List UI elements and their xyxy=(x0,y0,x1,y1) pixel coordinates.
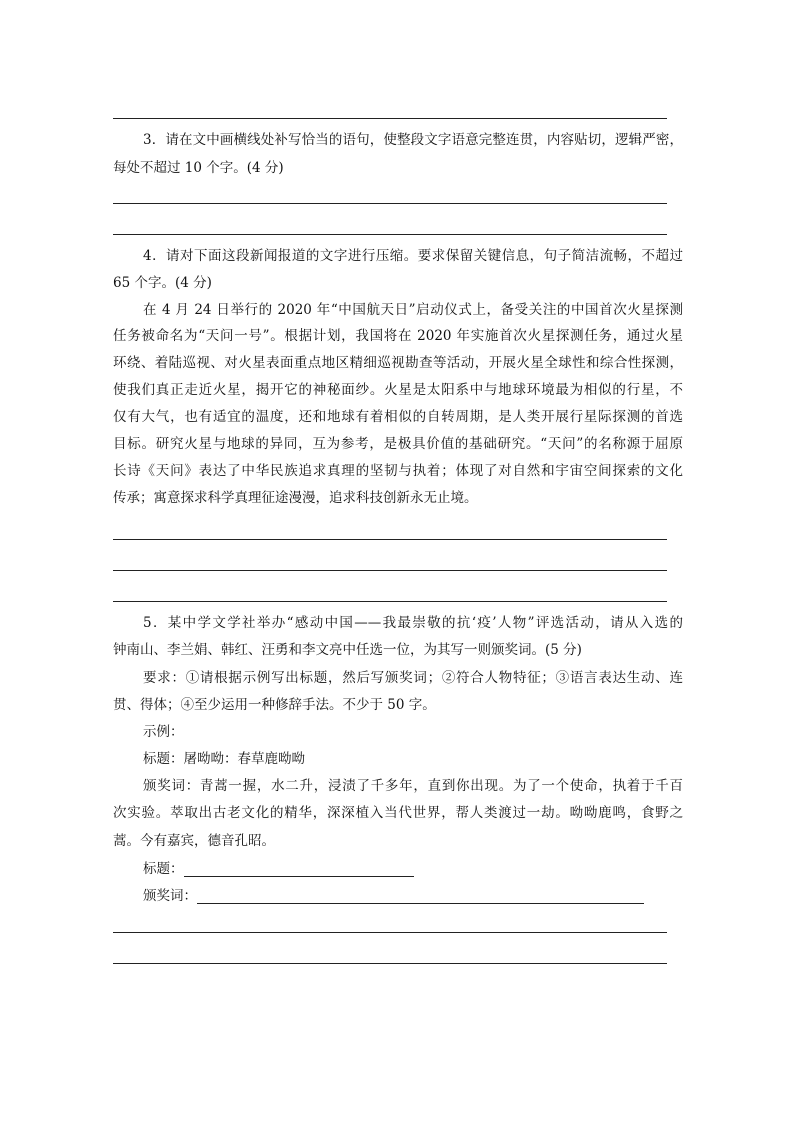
q5-title-blank-row xyxy=(143,857,683,877)
q5-requirements-line2: 贯、得体；④至少运用一种修辞手法。不少于 50 字。 xyxy=(113,697,436,713)
answer-line[interactable] xyxy=(113,570,667,571)
q5-award-line2: 次实验。萃取出古老文化的精华，深深植入当代世界，帮人类渡过一劫。呦呦鹿鸣，食野之 xyxy=(113,805,683,821)
q5-award-line1: 颁奖词：青蒿一握，水二升，浸渍了千多年，直到你出现。为了一个使命，执着于千百 xyxy=(143,778,683,794)
q5-award-blank-label: 颁奖词： xyxy=(143,888,197,904)
answer-line[interactable] xyxy=(113,601,667,602)
q4-prompt-line1: 4．请对下面这段新闻报道的文字进行压缩。要求保留关键信息，句子简洁流畅，不超过 xyxy=(143,248,683,264)
q3-prompt-line2: 每处不超过 10 个字。(4 分) xyxy=(113,160,284,176)
answer-line[interactable] xyxy=(113,118,667,119)
q4-passage-line: 环绕、着陆巡视、对火星表面重点地区精细巡视勘查等活动，开展火星全球性和综合性探测， xyxy=(113,355,683,371)
q4-passage-line: 在 4 月 24 日举行的 2020 年“中国航天日”启动仪式上，备受关注的中国首次火星探测 xyxy=(143,302,683,318)
q5-requirements-line1: 要求：①请根据示例写出标题，然后写颁奖词；②符合人物特征；③语言表达生动、连 xyxy=(143,670,683,686)
answer-line[interactable] xyxy=(113,963,667,964)
q4-passage-line: 任务被命名为“天问一号”。根据计划，我国将在 2020 年实施首次火星探测任务，通过火星 xyxy=(113,328,683,344)
q4-passage-line: 仅有大气，也有适宜的温度，还和地球有着相似的自转周期，是人类开展行星际探测的首选 xyxy=(113,409,683,425)
q5-prompt-line2: 钟南山、李兰娟、韩红、汪勇和李文亮中任选一位，为其写一则颁奖词。(5 分) xyxy=(113,642,582,658)
q5-award-blank-row xyxy=(143,884,683,904)
answer-line[interactable] xyxy=(113,234,667,235)
answer-line[interactable] xyxy=(113,932,667,933)
answer-line[interactable] xyxy=(113,539,667,540)
q4-prompt-line2: 65 个字。(4 分) xyxy=(113,275,212,291)
q5-example-label: 示例： xyxy=(143,724,184,740)
q4-passage-line: 目标。研究火星与地球的异同，互为参考，是极具价值的基础研究。“天问”的名称源于屈原 xyxy=(113,436,683,452)
q3-prompt-line1: 3．请在文中画横线处补写恰当的语句，使整段文字语意完整连贯，内容贴切，逻辑严密， xyxy=(143,132,683,148)
q4-passage-line: 使我们真正走近火星，揭开它的神秘面纱。火星是太阳系中与地球环境最为相似的行星，不 xyxy=(113,382,683,398)
q4-passage-line: 长诗《天问》表达了中华民族追求真理的坚韧与执着；体现了对自然和宇宙空间探索的文化 xyxy=(113,463,683,479)
title-answer-blank[interactable] xyxy=(184,862,414,877)
q4-passage-line: 传承；寓意探求科学真理征途漫漫，追求科技创新永无止境。 xyxy=(113,490,478,506)
answer-line[interactable] xyxy=(113,203,667,204)
q5-award-line3: 蒿。今有嘉宾，德音孔昭。 xyxy=(113,833,275,849)
q5-example-title: 标题：屠呦呦：春草鹿呦呦 xyxy=(143,751,305,767)
q5-prompt-line1: 5．某中学文学社举办“感动中国——我最崇敬的抗‘疫’人物”评选活动，请从入选的 xyxy=(143,615,683,631)
award-answer-blank[interactable] xyxy=(197,889,644,904)
q5-title-blank-label: 标题： xyxy=(143,861,184,877)
